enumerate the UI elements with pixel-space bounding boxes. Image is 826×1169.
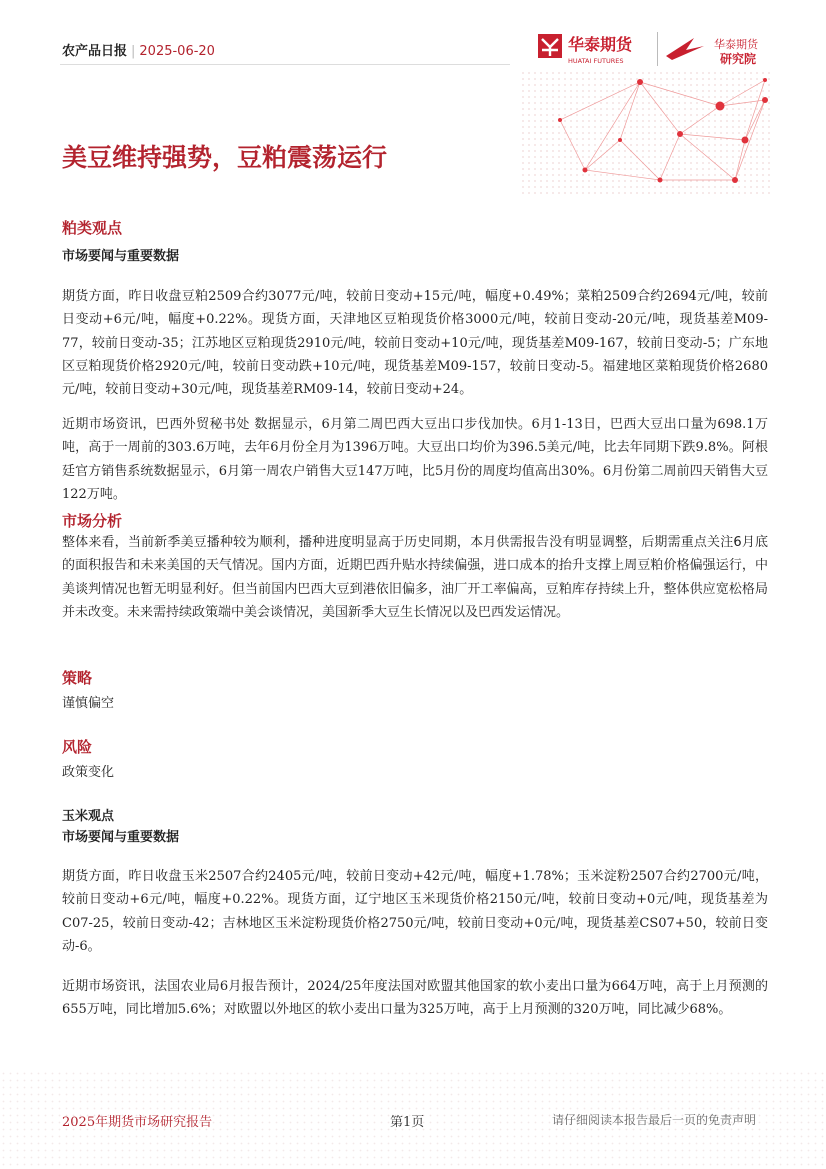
corn-news-paragraph: 近期市场资讯，法国农业局6月报告预计，2024/25年度法国对欧盟其他国家的软小麦出口量为664万吨，高于上月预测的655万吨，同比增加5.6%；对欧盟以外地区的软小麦出口量为325万吨，高于上月预测的320万吨，同比减少68%。 <box>62 979 768 1018</box>
huatai-logo-icon <box>536 30 656 70</box>
meal-risk-heading: 风险 <box>62 738 93 756</box>
research-institute-logo <box>664 30 774 70</box>
meal-news-heading: 市场要闻与重要数据 <box>62 249 180 264</box>
corn-news-heading: 市场要闻与重要数据 <box>62 830 180 845</box>
report-date: 2025-06-20 <box>139 44 215 59</box>
corn-view-heading: 玉米观点 <box>62 809 115 824</box>
meal-strategy-text: 谨慎偏空 <box>62 696 115 711</box>
meal-view-heading: 粕类观点 <box>62 219 123 237</box>
footer-report-label: 2025年期货市场研究报告 <box>62 1115 213 1130</box>
decorative-network-graphic <box>520 70 770 195</box>
meal-analysis-heading: 市场分析 <box>62 512 123 530</box>
logo2-line1: 华泰期货 <box>714 38 758 51</box>
meal-futures-paragraph: 期货方面，昨日收盘豆粕2509合约3077元/吨，较前日变动+15元/吨，幅度+0.49%；菜粕2509合约2694元/吨，较前日变动+6元/吨，幅度+0.22%。现货方面，天津地区豆粕现货价格3000元/吨，较前日变动-20元/吨，现货基差M09-77，较前日变动-35；江苏地区豆粕现货2910元/吨，较前日变动+10元/吨，现货基差M09-167，较前日变动-5；广东地区豆粕现货价格2920元/吨，较前日变动跌+10元/吨，现货基差M09-157，较前日变动-5。福建地区菜粕现货价格2680元/吨，较前日变动+30元/吨，现货基差RM09-14，较前日变动+24。 <box>62 289 768 398</box>
report-title: 美豆维持强势，豆粕震荡运行 <box>62 143 388 172</box>
meal-news-paragraph: 近期市场资讯，巴西外贸秘书处 数据显示，6月第二周巴西大豆出口步伐加快。6月1-13日，巴西大豆出口量为698.1万吨，高于一周前的303.6万吨，去年6月份全月为1396万吨。大豆出口均价为396.5美元/吨，比去年同期下跌9.8%。阿根廷官方销售系统数据显示，6月第一周农户销售大豆147万吨，比5月份的周度均值高出30%。6月份第二周前四天销售大豆122万吨。 <box>62 417 768 502</box>
huatai-logo <box>536 30 656 70</box>
page-number: 第1页 <box>390 1115 425 1130</box>
disclaimer-note: 请仔细阅读本报告最后一页的免责声明 <box>552 1113 757 1127</box>
header-separator: | <box>131 44 136 59</box>
logo-cn-text: 华泰期货 <box>568 35 633 54</box>
report-name: 农产品日报 <box>62 44 128 59</box>
report-header <box>62 40 215 59</box>
meal-analysis-paragraph: 整体来看，当前新季美豆播种较为顺利，播种进度明显高于历史同期，本月供需报告没有明显调整，后期需重点关注6月底的面积报告和未来美国的天气情况。国内方面，近期巴西升贴水持续偏强，进口成本的抬升支撑上周豆粕价格偏强运行，中美谈判情况也暂无明显利好。但当前国内巴西大豆到港依旧偏多，油厂开工率偏高，豆粕库存持续上升，整体供应宽松格局并未改变。未来需持续政策端中美会谈情况，美国新季大豆生长情况以及巴西发运情况。 <box>62 535 768 620</box>
meal-strategy-heading: 策略 <box>62 669 93 687</box>
meal-risk-text: 政策变化 <box>62 765 115 780</box>
corn-futures-paragraph: 期货方面，昨日收盘玉米2507合约2405元/吨，较前日变动+42元/吨，幅度+1.78%；玉米淀粉2507合约2700元/吨，较前日变动+6元/吨，幅度+0.22%。现货方面，辽宁地区玉米现货价格2150元/吨，较前日变动+0元/吨，现货基差为C07-25，较前日变动-42；吉林地区玉米淀粉现货价格2750元/吨，较前日变动+0元/吨，现货基差CS07+50，较前日变动-6。 <box>62 869 768 954</box>
research-institute-logo-icon <box>664 30 774 70</box>
header-rule <box>60 64 510 65</box>
logo-divider <box>657 32 658 66</box>
page-header <box>0 0 826 200</box>
logo2-line2: 研究院 <box>720 52 757 66</box>
logo-en-text: HUATAI FUTURES <box>568 57 624 65</box>
